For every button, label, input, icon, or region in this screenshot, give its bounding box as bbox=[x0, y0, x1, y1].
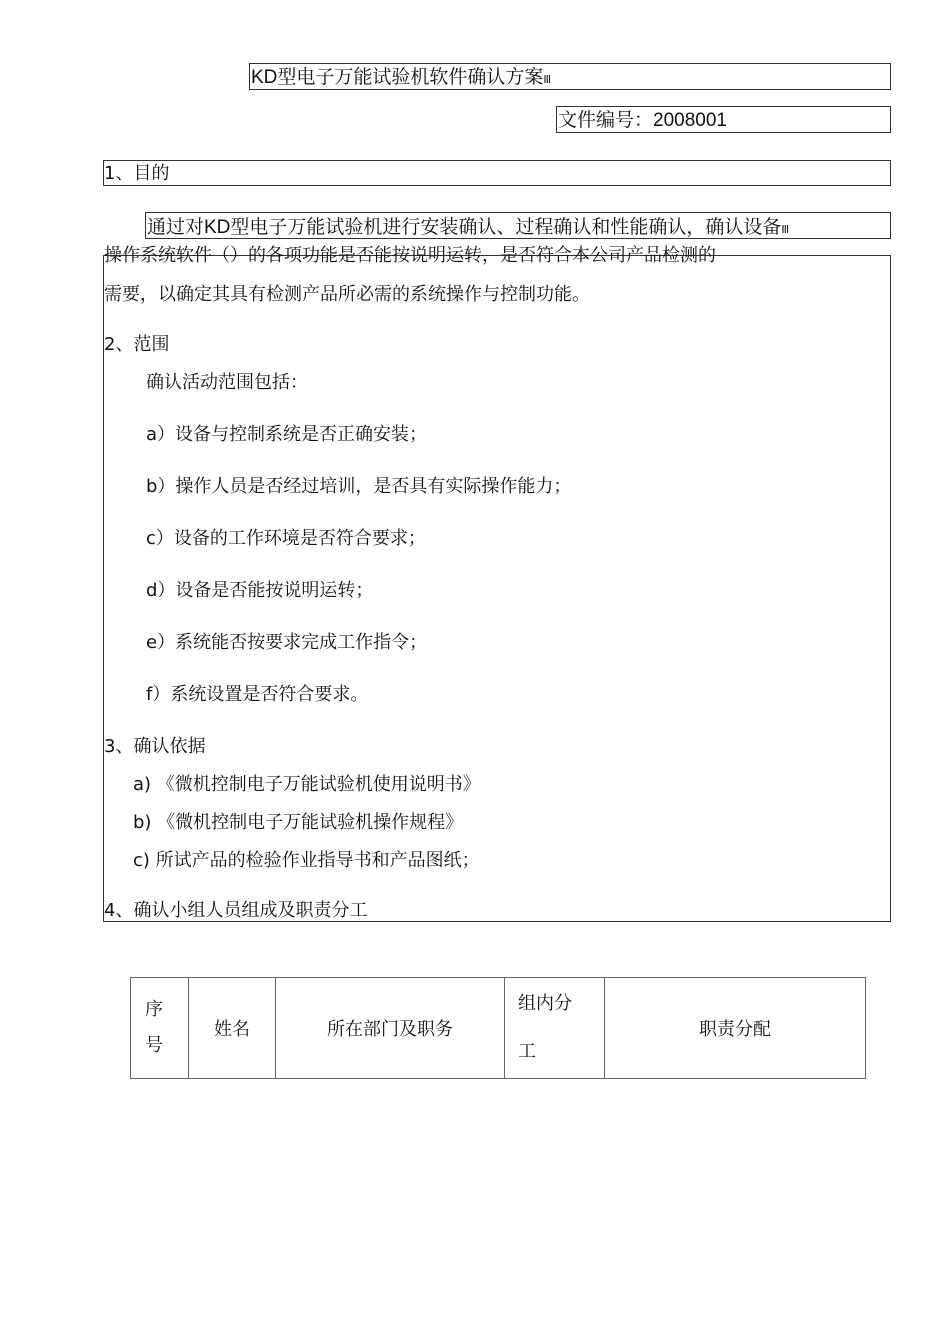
purpose-line1-text: 通过对KD型电子万能试验机进行安装确认、过程确认和性能确认，确认设备 bbox=[147, 217, 782, 238]
basis-item: a) 《微机控制电子万能试验机使用说明书》 bbox=[133, 774, 481, 795]
basis-item: c) 所试产品的检验作业指导书和产品图纸； bbox=[133, 850, 480, 871]
scope-intro: 确认活动范围包括： bbox=[146, 372, 308, 393]
header-duties: 职责分配 bbox=[605, 978, 866, 1079]
scope-item: d）设备是否能按说明运转； bbox=[146, 580, 374, 601]
document-title bbox=[251, 68, 550, 87]
scope-item: f）系统设置是否符合要求。 bbox=[146, 684, 369, 705]
document-title-text: KD型电子万能试验机软件确认方案 bbox=[251, 67, 544, 88]
header-serial-line2: 号 bbox=[145, 1035, 163, 1056]
purpose-line1-mark: III bbox=[781, 223, 789, 236]
section3-heading: 3、确认依据 bbox=[104, 736, 206, 757]
staff-table bbox=[130, 977, 866, 1079]
title-mark: III bbox=[543, 73, 551, 86]
scope-item: b）操作人员是否经过培训，是否具有实际操作能力； bbox=[146, 476, 572, 497]
scope-item: e）系统能否按要求完成工作指令； bbox=[146, 632, 428, 653]
purpose-line3: 需要，以确定其具有检测产品所必需的系统操作与控制功能。 bbox=[104, 284, 590, 305]
doc-number: 文件编号：2008001 bbox=[558, 110, 727, 131]
section4-heading: 4、确认小组人员组成及职责分工 bbox=[104, 900, 368, 921]
purpose-line1 bbox=[147, 218, 788, 237]
header-name: 姓名 bbox=[189, 978, 276, 1079]
scope-item: c）设备的工作环境是否符合要求； bbox=[146, 528, 426, 549]
header-group-role-line2: 工 bbox=[518, 1041, 536, 1062]
purpose-line2: 操作系统软件（）的各项功能是否能按说明运转，是否符合本公司产品检测的 bbox=[104, 245, 716, 266]
scope-item: a）设备与控制系统是否正确安装； bbox=[146, 424, 428, 445]
section1-heading-box bbox=[103, 160, 891, 186]
header-group-role bbox=[505, 978, 605, 1079]
section2-heading: 2、范围 bbox=[104, 334, 170, 355]
table-header-row bbox=[131, 978, 866, 1079]
header-department: 所在部门及职务 bbox=[276, 978, 505, 1079]
header-serial-line1: 序 bbox=[145, 999, 163, 1020]
basis-item: b) 《微机控制电子万能试验机操作规程》 bbox=[133, 812, 464, 833]
header-group-role-line1: 组内分 bbox=[518, 993, 572, 1014]
header-serial bbox=[131, 978, 189, 1079]
section1-heading: 1、目的 bbox=[104, 163, 170, 184]
